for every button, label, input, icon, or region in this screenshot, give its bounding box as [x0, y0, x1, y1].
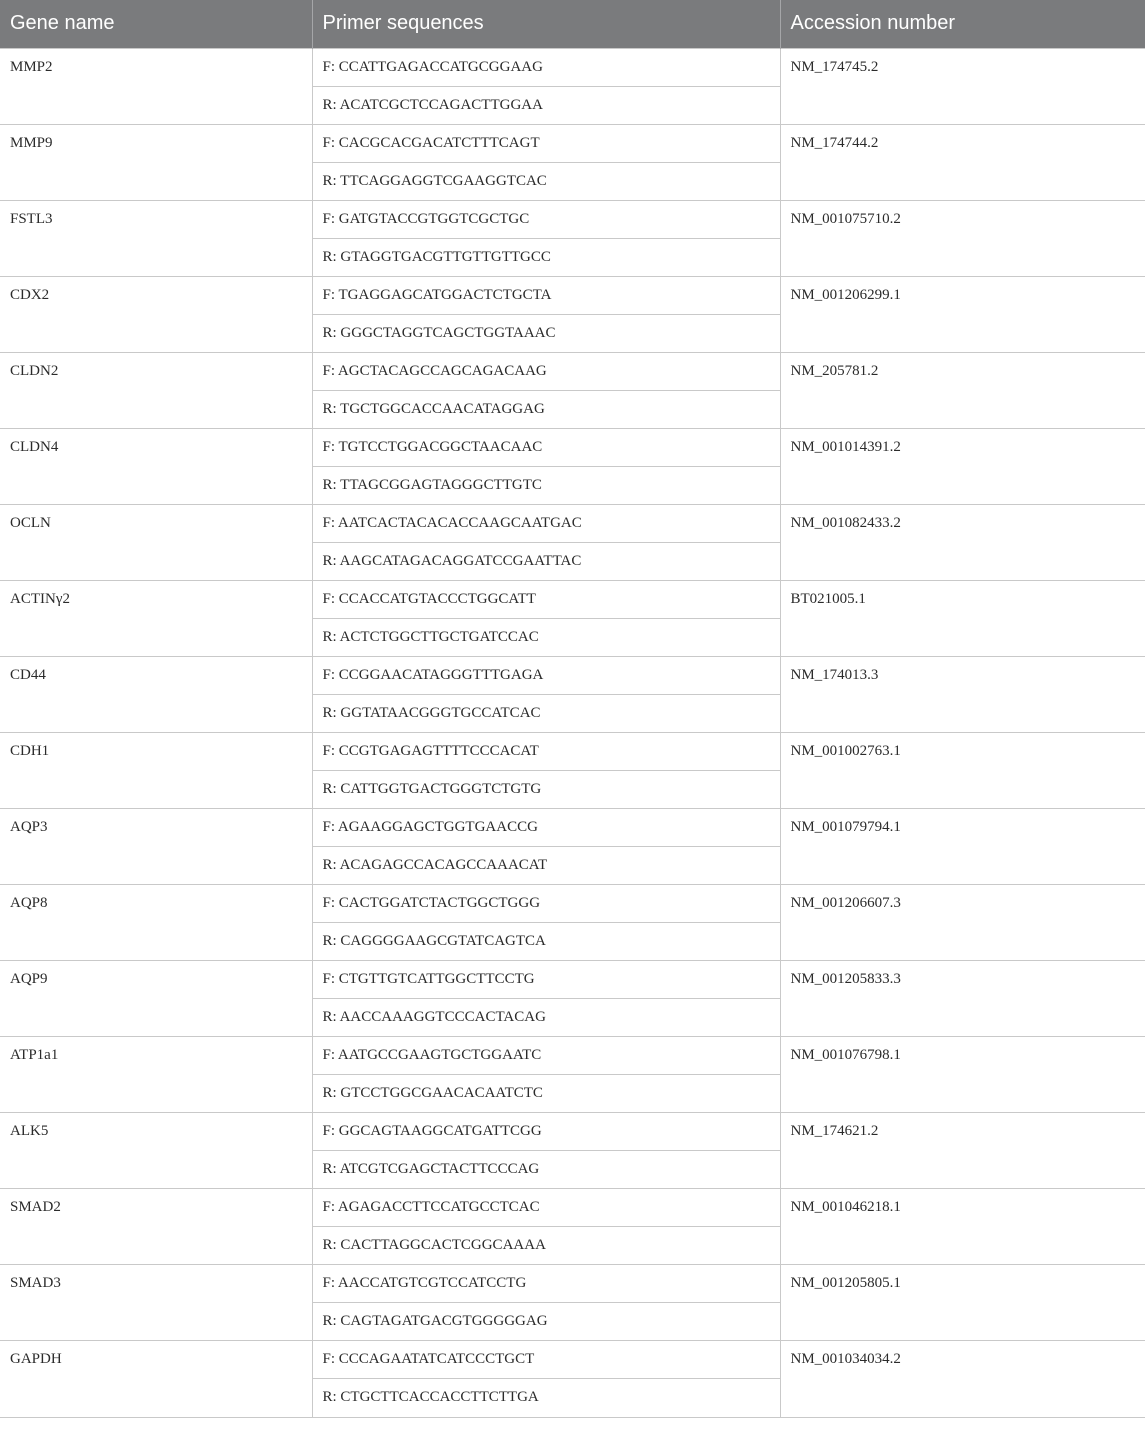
- forward-primer-cell: F: AGCTACAGCCAGCAGACAAG: [312, 352, 780, 390]
- accession-number-cell: NM_174013.3: [780, 656, 1145, 732]
- forward-primer-cell: F: CTGTTGTCATTGGCTTCCTG: [312, 960, 780, 998]
- forward-primer-cell: F: CCCAGAATATCATCCCTGCT: [312, 1340, 780, 1378]
- reverse-primer-cell: R: CTGCTTCACCACCTTCTTGA: [312, 1378, 780, 1417]
- accession-number-cell: NM_001014391.2: [780, 428, 1145, 504]
- table-row: [0, 48, 1145, 86]
- forward-primer-cell: F: AGAGACCTTCCATGCCTCAC: [312, 1188, 780, 1226]
- accession-number-cell: BT021005.1: [780, 580, 1145, 656]
- forward-primer-cell: F: CCGTGAGAGTTTTCCCACAT: [312, 732, 780, 770]
- accession-number-cell: NM_001079794.1: [780, 808, 1145, 884]
- gene-name-cell: AQP8: [0, 884, 312, 960]
- forward-primer-cell: F: AATCACTACACACCAAGCAATGAC: [312, 504, 780, 542]
- accession-number-cell: NM_174745.2: [780, 48, 1145, 124]
- table-row: [0, 1188, 1145, 1226]
- forward-primer-cell: F: TGTCCTGGACGGCTAACAAC: [312, 428, 780, 466]
- reverse-primer-cell: R: ACATCGCTCCAGACTTGGAA: [312, 86, 780, 124]
- reverse-primer-cell: R: CACTTAGGCACTCGGCAAAA: [312, 1226, 780, 1264]
- accession-number-cell: NM_001205805.1: [780, 1264, 1145, 1340]
- gene-name-cell: CDH1: [0, 732, 312, 808]
- header-primer-sequences: Primer sequences: [312, 0, 780, 48]
- header-gene-name: Gene name: [0, 0, 312, 48]
- reverse-primer-cell: R: GGTATAACGGGTGCCATCAC: [312, 694, 780, 732]
- forward-primer-cell: F: GATGTACCGTGGTCGCTGC: [312, 200, 780, 238]
- forward-primer-cell: F: CCGGAACATAGGGTTTGAGA: [312, 656, 780, 694]
- table-row: [0, 352, 1145, 390]
- gene-name-cell: CLDN2: [0, 352, 312, 428]
- gene-name-cell: FSTL3: [0, 200, 312, 276]
- gene-name-cell: CD44: [0, 656, 312, 732]
- table-row: [0, 1036, 1145, 1074]
- table-row: [0, 732, 1145, 770]
- table-row: [0, 1340, 1145, 1378]
- gene-name-cell: CLDN4: [0, 428, 312, 504]
- reverse-primer-cell: R: GTCCTGGCGAACACAATCTC: [312, 1074, 780, 1112]
- accession-number-cell: NM_205781.2: [780, 352, 1145, 428]
- forward-primer-cell: F: CACTGGATCTACTGGCTGGG: [312, 884, 780, 922]
- table-row: [0, 960, 1145, 998]
- forward-primer-cell: F: GGCAGTAAGGCATGATTCGG: [312, 1112, 780, 1150]
- header-accession-number: Accession number: [780, 0, 1145, 48]
- table-row: [0, 1112, 1145, 1150]
- forward-primer-cell: F: TGAGGAGCATGGACTCTGCTA: [312, 276, 780, 314]
- reverse-primer-cell: R: AACCAAAGGTCCCACTACAG: [312, 998, 780, 1036]
- reverse-primer-cell: R: ATCGTCGAGCTACTTCCCAG: [312, 1150, 780, 1188]
- gene-name-cell: AQP9: [0, 960, 312, 1036]
- accession-number-cell: NM_174621.2: [780, 1112, 1145, 1188]
- gene-name-cell: ALK5: [0, 1112, 312, 1188]
- forward-primer-cell: F: AGAAGGAGCTGGTGAACCG: [312, 808, 780, 846]
- table-row: [0, 580, 1145, 618]
- table-row: [0, 656, 1145, 694]
- table-row: [0, 808, 1145, 846]
- reverse-primer-cell: R: TTAGCGGAGTAGGGCTTGTC: [312, 466, 780, 504]
- table-row: [0, 504, 1145, 542]
- table-row: [0, 428, 1145, 466]
- table-row: [0, 124, 1145, 162]
- gene-name-cell: GAPDH: [0, 1340, 312, 1417]
- accession-number-cell: NM_001082433.2: [780, 504, 1145, 580]
- gene-name-cell: SMAD3: [0, 1264, 312, 1340]
- reverse-primer-cell: R: TTCAGGAGGTCGAAGGTCAC: [312, 162, 780, 200]
- accession-number-cell: NM_001206607.3: [780, 884, 1145, 960]
- accession-number-cell: NM_001002763.1: [780, 732, 1145, 808]
- forward-primer-cell: F: CACGCACGACATCTTTCAGT: [312, 124, 780, 162]
- forward-primer-cell: F: CCACCATGTACCCTGGCATT: [312, 580, 780, 618]
- reverse-primer-cell: R: ACTCTGGCTTGCTGATCCAC: [312, 618, 780, 656]
- gene-name-cell: OCLN: [0, 504, 312, 580]
- table-row: [0, 1264, 1145, 1302]
- gene-name-cell: SMAD2: [0, 1188, 312, 1264]
- forward-primer-cell: F: CCATTGAGACCATGCGGAAG: [312, 48, 780, 86]
- gene-name-cell: ACTINγ2: [0, 580, 312, 656]
- accession-number-cell: NM_001205833.3: [780, 960, 1145, 1036]
- reverse-primer-cell: R: ACAGAGCCACAGCCAAACAT: [312, 846, 780, 884]
- gene-name-cell: AQP3: [0, 808, 312, 884]
- accession-number-cell: NM_174744.2: [780, 124, 1145, 200]
- accession-number-cell: NM_001075710.2: [780, 200, 1145, 276]
- reverse-primer-cell: R: CATTGGTGACTGGGTCTGTG: [312, 770, 780, 808]
- table-row: [0, 276, 1145, 314]
- reverse-primer-cell: R: CAGTAGATGACGTGGGGGAG: [312, 1302, 780, 1340]
- header-row: [0, 0, 1145, 48]
- accession-number-cell: NM_001034034.2: [780, 1340, 1145, 1417]
- accession-number-cell: NM_001076798.1: [780, 1036, 1145, 1112]
- reverse-primer-cell: R: GGGCTAGGTCAGCTGGTAAAC: [312, 314, 780, 352]
- table-body: [0, 48, 1145, 1417]
- reverse-primer-cell: R: TGCTGGCACCAACATAGGAG: [312, 390, 780, 428]
- reverse-primer-cell: R: AAGCATAGACAGGATCCGAATTAC: [312, 542, 780, 580]
- gene-name-cell: CDX2: [0, 276, 312, 352]
- forward-primer-cell: F: AATGCCGAAGTGCTGGAATC: [312, 1036, 780, 1074]
- table-row: [0, 200, 1145, 238]
- accession-number-cell: NM_001206299.1: [780, 276, 1145, 352]
- gene-name-cell: MMP9: [0, 124, 312, 200]
- reverse-primer-cell: R: GTAGGTGACGTTGTTGTTGCC: [312, 238, 780, 276]
- table-row: [0, 884, 1145, 922]
- gene-name-cell: ATP1a1: [0, 1036, 312, 1112]
- reverse-primer-cell: R: CAGGGGAAGCGTATCAGTCA: [312, 922, 780, 960]
- gene-name-cell: MMP2: [0, 48, 312, 124]
- accession-number-cell: NM_001046218.1: [780, 1188, 1145, 1264]
- forward-primer-cell: F: AACCATGTCGTCCATCCTG: [312, 1264, 780, 1302]
- table-header: [0, 0, 1145, 48]
